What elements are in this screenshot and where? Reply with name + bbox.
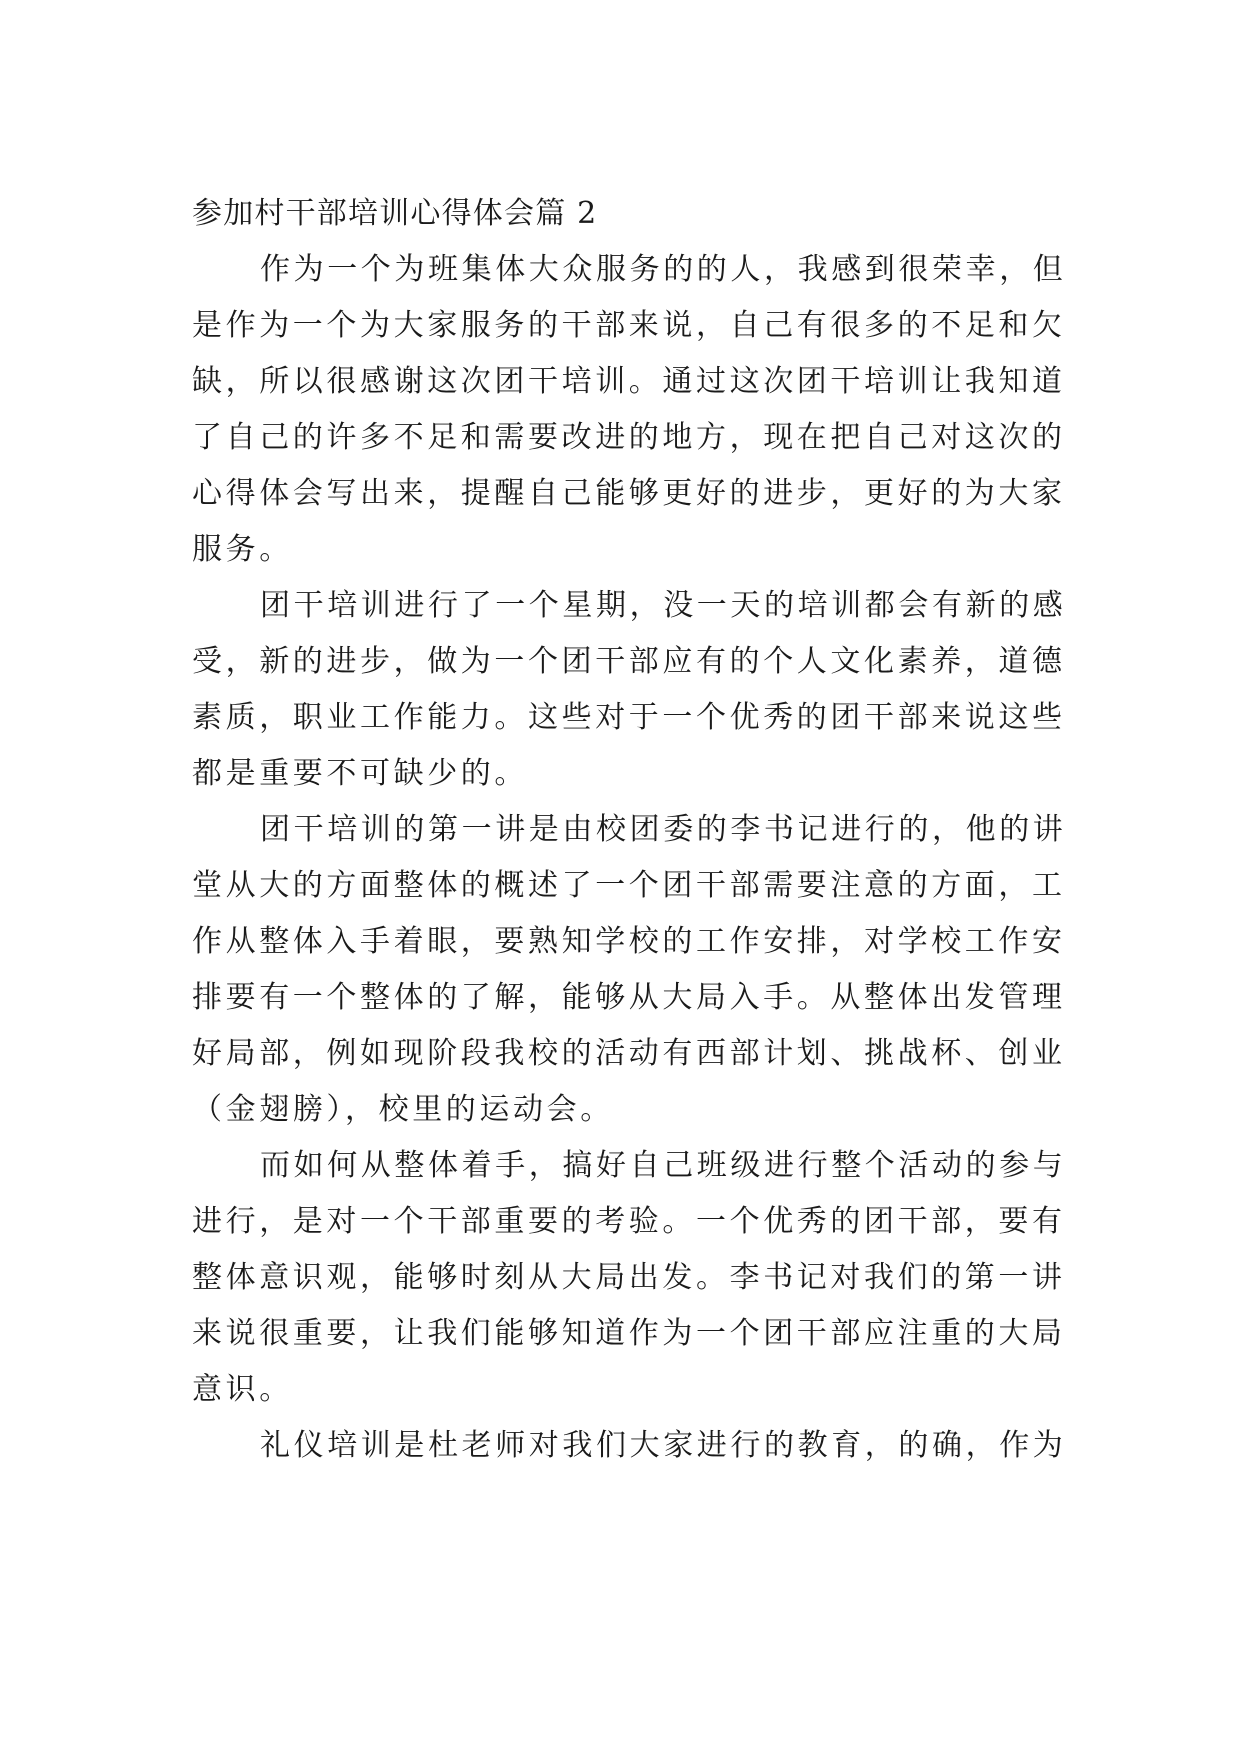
- paragraph-line: 礼仪培训是杜老师对我们大家进行的教育，的确，作为: [260, 1428, 1067, 1463]
- paragraph-line: 团干培训进行了一个星期，没一天的培训都会有新的感: [260, 588, 1067, 623]
- paragraph-line: （金翅膀），校里的运动会。: [192, 1092, 614, 1127]
- paragraph-line: 作为一个为班集体大众服务的的人，我感到很荣幸，但: [260, 252, 1067, 287]
- paragraph-line: 缺，所以很感谢这次团干培训。通过这次团干培训让我知道: [192, 364, 1066, 399]
- paragraph-line: 进行，是对一个干部重要的考验。一个优秀的团干部，要有: [192, 1204, 1066, 1239]
- paragraph-line: 而如何从整体着手，搞好自己班级进行整个活动的参与: [260, 1148, 1067, 1183]
- paragraph-line: 都是重要不可缺少的。: [192, 756, 528, 791]
- paragraph-line: 服务。: [192, 532, 293, 567]
- paragraph-line: 意识。: [192, 1372, 293, 1407]
- paragraph-line: 排要有一个整体的了解，能够从大局入手。从整体出发管理: [192, 980, 1066, 1015]
- paragraph-line: 作从整体入手着眼，要熟知学校的工作安排，对学校工作安: [192, 924, 1066, 959]
- document-title: 参加村干部培训心得体会篇 2: [192, 196, 598, 231]
- paragraph-line: 素质，职业工作能力。这些对于一个优秀的团干部来说这些: [192, 700, 1066, 735]
- paragraph-line: 堂从大的方面整体的概述了一个团干部需要注意的方面，工: [192, 868, 1066, 903]
- paragraph-line: 了自己的许多不足和需要改进的地方，现在把自己对这次的: [192, 420, 1066, 455]
- paragraph-line: 心得体会写出来，提醒自己能够更好的进步，更好的为大家: [192, 476, 1066, 511]
- paragraph-line: 受，新的进步，做为一个团干部应有的个人文化素养，道德: [192, 644, 1066, 679]
- paragraph-line: 好局部，例如现阶段我校的活动有西部计划、挑战杯、创业: [192, 1036, 1066, 1071]
- paragraph-line: 团干培训的第一讲是由校团委的李书记进行的，他的讲: [260, 812, 1067, 847]
- paragraph-line: 是作为一个为大家服务的干部来说，自己有很多的不足和欠: [192, 308, 1066, 343]
- paragraph-line: 来说很重要，让我们能够知道作为一个团干部应注重的大局: [192, 1316, 1066, 1351]
- paragraph-line: 整体意识观，能够时刻从大局出发。李书记对我们的第一讲: [192, 1260, 1066, 1295]
